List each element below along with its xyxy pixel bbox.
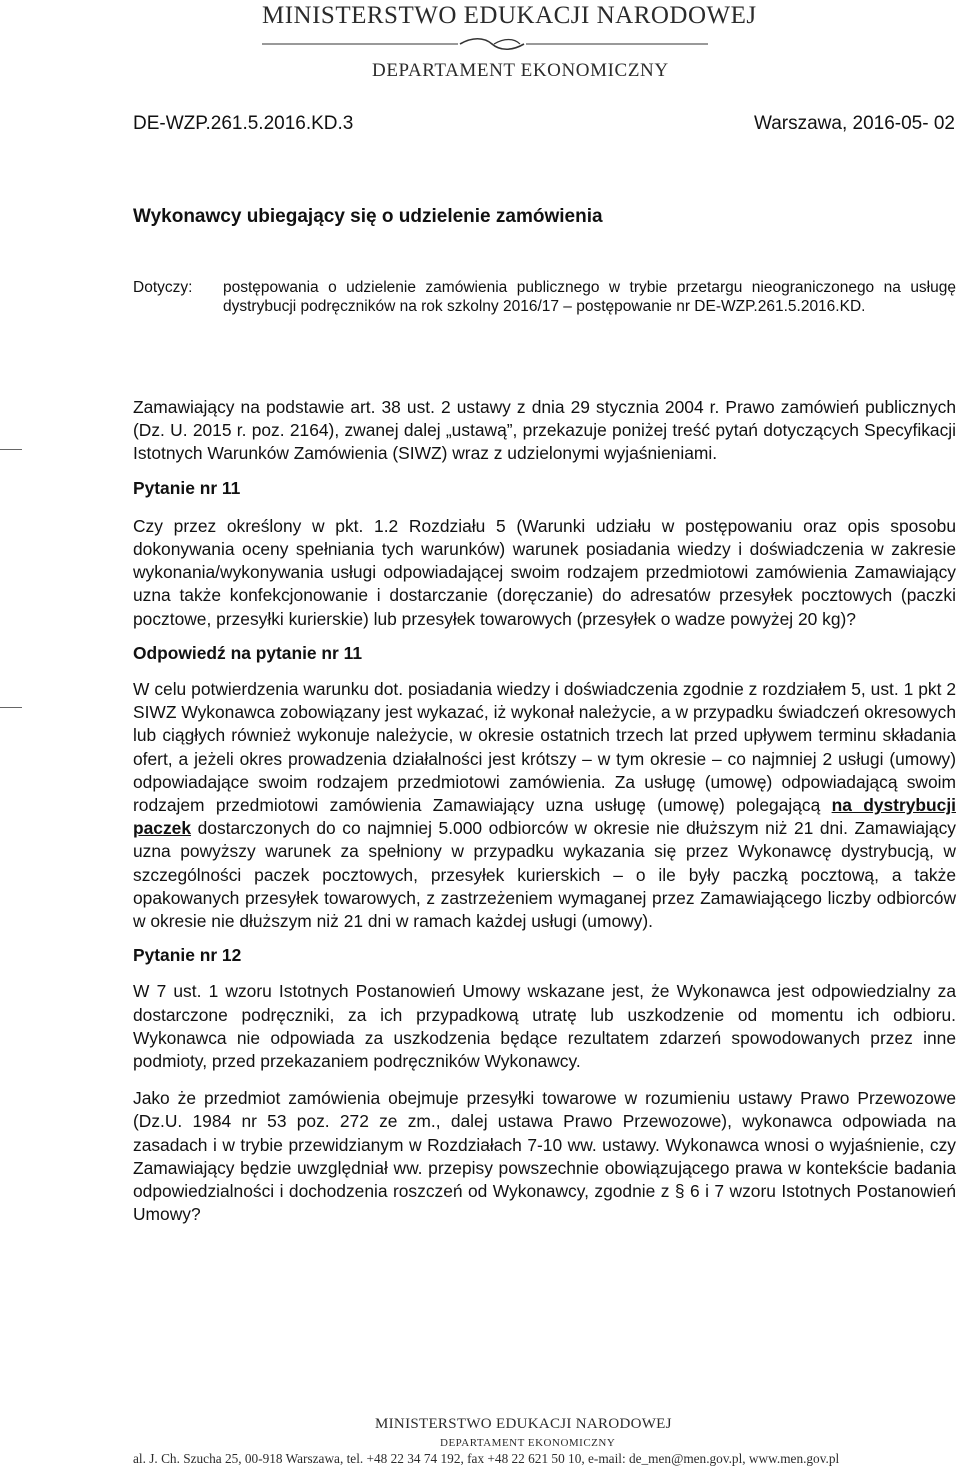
- subject-block: [133, 278, 956, 316]
- question-11-heading: Pytanie nr 11: [133, 477, 241, 498]
- reference-number: DE-WZP.261.5.2016.KD.3: [133, 113, 354, 134]
- letterhead-ministry-name: MINISTERSTWO EDUKACJI NARODOWEJ: [262, 2, 757, 29]
- fold-mark: [0, 707, 22, 708]
- document-date: Warszawa, 2016-05- 02: [753, 113, 955, 134]
- answer-11-text-part-1: W celu potwierdzenia warunku dot. posiadania wiedzy i doświadczenia zgodnie z rozdziałem 5, ust. 1 pkt 2 SIWZ Wykonawca zobowiązany jest wykazać, iż wykonał należycie, a w przypadku świadczeń okresowych lub ciągłych również wykonuje należycie, w okresie ostatnich trzech lat przed upływem terminu składania ofert, a jeżeli okres prowadzenia działalności jest krótszy – w tym okresie – co najmniej 2 usługi (umowy) odpowiadające swoim rodzajem przedmiotowi zamówienia. Za usługę (umowę) odpowiadającą swoim rodzajem przedmiotowi zamówienia Zamawiający uzna usługę (umowę) polegającą: [133, 679, 956, 816]
- question-12-paragraph-2: Jako że przedmiot zamówienia obejmuje przesyłki towarowe w rozumieniu ustawy Prawo Przewozowe (Dz.U. 1984 nr 53 poz. 272 ze zm., dalej ustawa Prawo Przewozowe), wykonawca odpowiada na zasadach i w trybie przewidzianym w Rozdziałach 7-10 ww. ustawy. Wykonawca wnosi o wyjaśnienie, czy Zamawiający będzie uwzględniał ww. przepisy powszechnie obowiązującego prawa w kontekście badania odpowiedzialności i dochodzenia roszczeń od Wykonawcy, zgodnie z § 6 i 7 wzoru Istotnych Postanowień Umowy?: [133, 1088, 956, 1225]
- letterhead-ornament: [262, 36, 708, 52]
- question-12-paragraph-1: W 7 ust. 1 wzoru Istotnych Postanowień Umowy wskazane jest, że Wykonawca jest odpowiedzialny za dostarczone podręczniki, za ich przypadkową utratę lub uszkodzenie od momentu ich odbioru. Wykonawca nie odpowiada za uszkodzenia będące rezultatem zdarzeń spowodowanych przez inne podmioty, przed przekazaniem podręczników Wykonawcy.: [133, 981, 956, 1072]
- footer-department-name: DEPARTAMENT EKONOMICZNY: [440, 1437, 616, 1449]
- question-12-heading: Pytanie nr 12: [133, 945, 242, 966]
- footer-ministry-name: MINISTERSTWO EDUKACJI NARODOWEJ: [375, 1416, 672, 1432]
- footer-contact-address: al. J. Ch. Szucha 25, 00-918 Warszawa, tel. +48 22 34 74 192, fax +48 22 621 50 10, e-mail: de_men@men.gov.pl, www.men.gov.pl: [133, 1451, 840, 1466]
- answer-11-underlined-phrase: na dystrybucji paczek: [133, 795, 956, 839]
- question-11-text: Czy przez określony w pkt. 1.2 Rozdziału 5 (Warunki udziału w postępowaniu oraz opis sposobu dokonywania oceny spełniania tych warunków) warunek posiadania wiedzy i doświadczenia w zakresie wykonania/wykonywania usługi odpowiadającej swoim rodzajem przedmiotowi zamówienia Zamawiający uzna także konfekcjonowanie i dostarczanie (doręczanie) do adresatów przesyłek pocztowych (paczki pocztowe, przesyłki kurierskie) lub przesyłek towarowych (przesyłek o wadze powyżej 20 kg)?: [133, 515, 956, 629]
- answer-11-text: [133, 678, 956, 933]
- answer-11-text-part-2: dostarczonych do co najmniej 5.000 odbiorców w okresie nie dłuższym niż 21 dni. Zamawiający uzna powyższy warunek za spełniony w przypadku wykazania się przez Wykonawcę dystrybucją, w szczególności paczek pocztowych, przesyłek kurierskich – o ile były paczką pocztową, a także opakowanych przesyłek towarowych, z zastrzeżeniem wymaganej przez Zamawiającego liczby odbiorców w okresie nie dłuższym niż 21 dni w ramach każdej usługi (umowy).: [133, 818, 956, 932]
- intro-paragraph: Zamawiający na podstawie art. 38 ust. 2 ustawy z dnia 29 stycznia 2004 r. Prawo zamówień publicznych (Dz. U. 2015 r. poz. 2164), zwanej dalej „ustawą”, przekazuje poniżej treść pytań dotyczących Specyfikacji Istotnych Warunków Zamówienia (SIWZ) wraz z udzielonymi wyjaśnieniami.: [133, 397, 956, 464]
- subject-text: postępowania o udzielenie zamówienia publicznego w trybie przetargu nieograniczonego na usługę dystrybucji podręczników na rok szkolny 2016/17 – postępowanie nr DE-WZP.261.5.2016.KD.: [223, 279, 956, 315]
- answer-11-heading: Odpowiedź na pytanie nr 11: [133, 642, 363, 663]
- letterhead-department-name: DEPARTAMENT EKONOMICZNY: [372, 60, 669, 81]
- fold-mark: [0, 449, 22, 450]
- subject-label: Dotyczy:: [133, 279, 193, 296]
- recipients-heading: Wykonawcy ubiegający się o udzielenie zamówienia: [133, 206, 603, 227]
- document-body: [133, 396, 956, 1227]
